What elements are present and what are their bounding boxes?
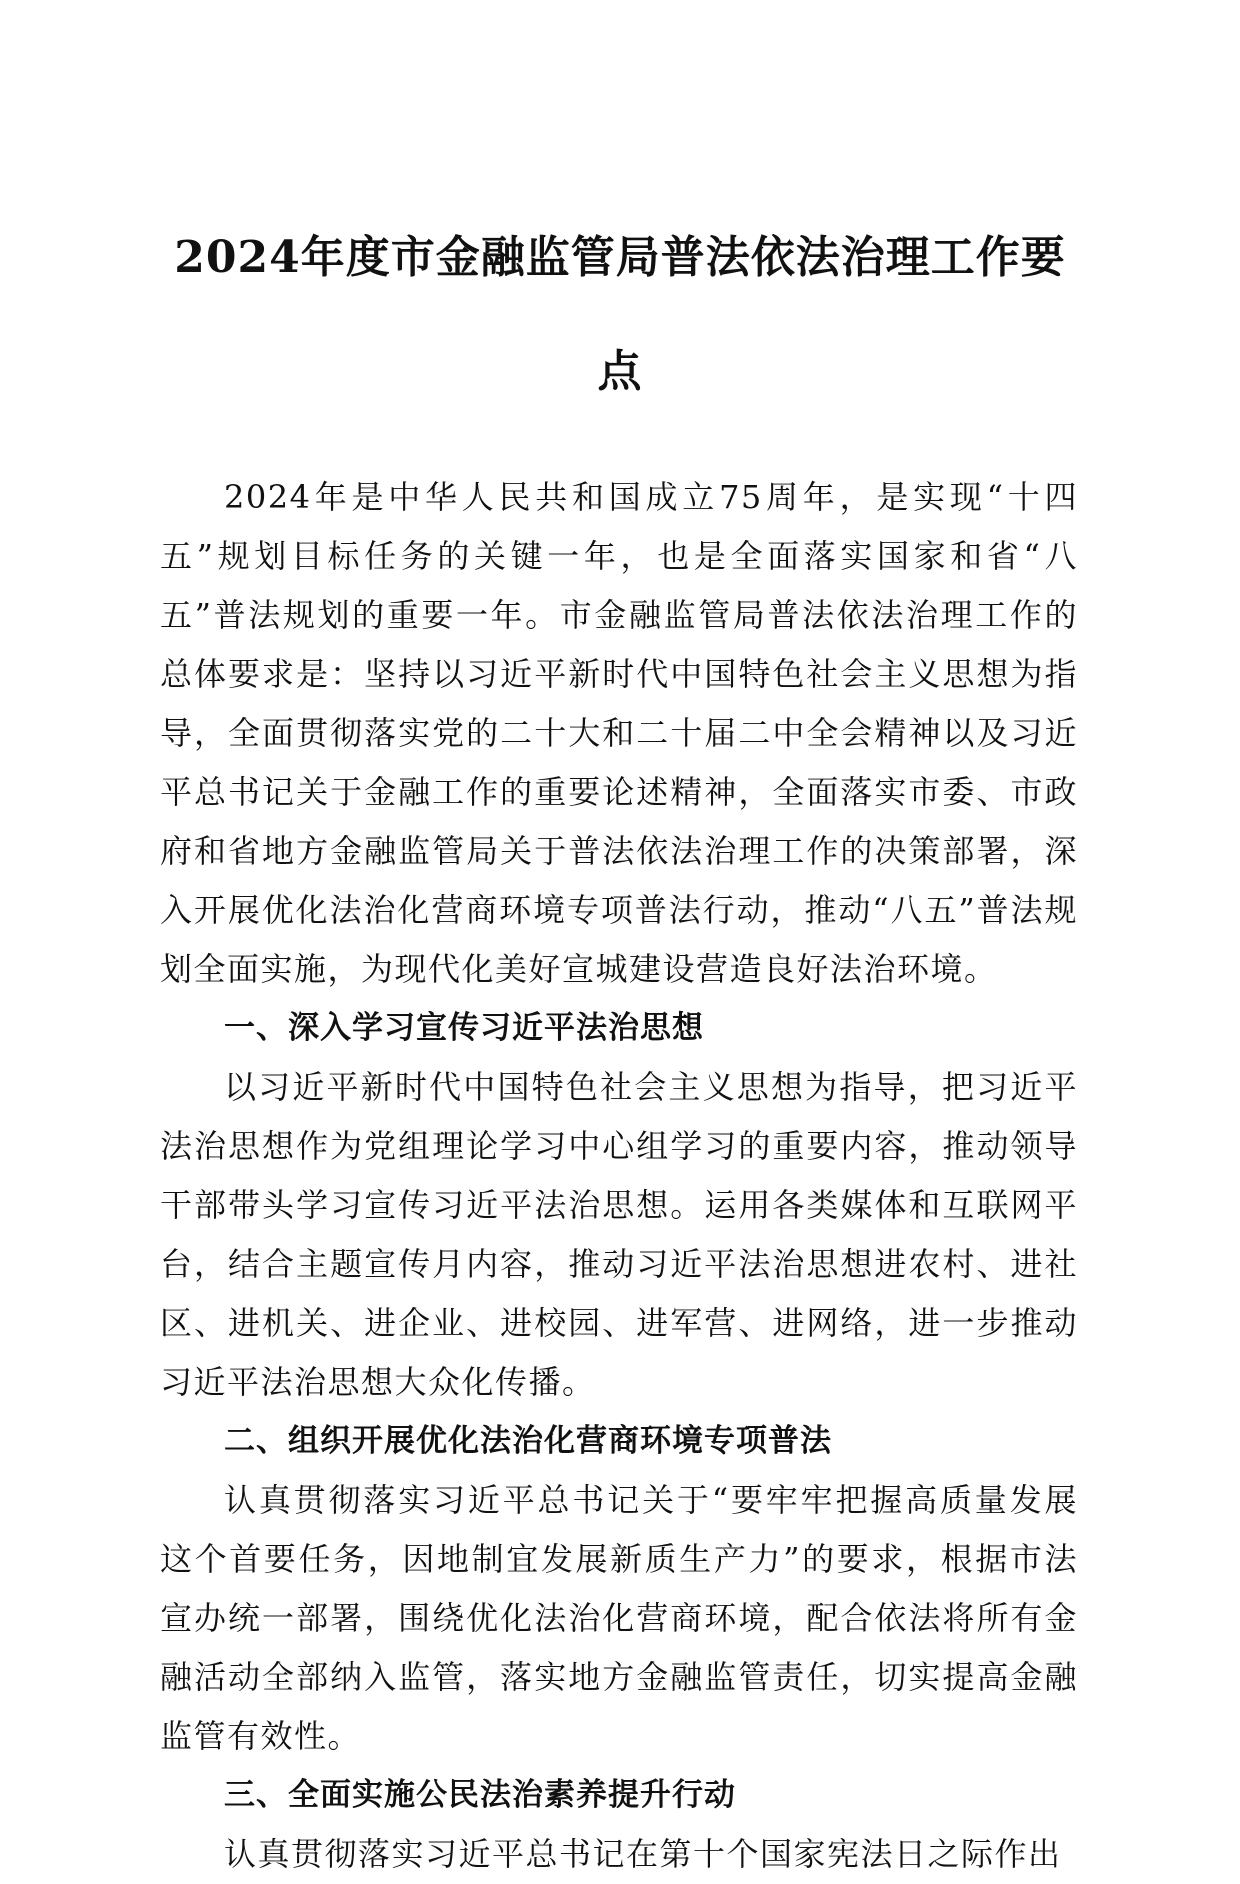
- section-heading-3: 三、全面实施公民法治素养提升行动: [224, 1777, 736, 1813]
- document-title-line-2: 点: [597, 346, 643, 397]
- section-heading-1: 一、深入学习宣传习近平法治思想: [224, 1010, 704, 1046]
- section-heading-2: 二、组织开展优化法治化营商环境专项普法: [224, 1423, 832, 1459]
- section-paragraph-2: 认真贯彻落实习近平总书记关于“要牢牢把握高质量发展这个首要任务，因地制宜发展新质生产力”的要求，根据市法宣办统一部署，围绕优化法治化营商环境，配合依法将所有金融活动全部纳入监管，落实地方金融监管责任，切实提高金融监管有效性。: [160, 1481, 1078, 1755]
- intro-paragraph: 2024年是中华人民共和国成立75周年，是实现“十四五”规划目标任务的关键一年，也是全面落实国家和省“八五”普法规划的重要一年。市金融监管局普法依法治理工作的总体要求是：坚持以习近平新时代中国特色社会主义思想为指导，全面贯彻落实党的二十大和二十届二中全会精神以及习近平总书记关于金融工作的重要论述精神，全面落实市委、市政府和省地方金融监管局关于普法依法治理工作的决策部署，深入开展优化法治化营商环境专项普法行动，推动“八五”普法规划全面实施，为现代化美好宣城建设营造良好法治环境。: [160, 478, 1078, 988]
- document-body: [160, 468, 1078, 1884]
- section-paragraph-3: 认真贯彻落实习近平总书记在第十个国家宪法日之际作出: [224, 1835, 1062, 1873]
- section-paragraph-1: 以习近平新时代中国特色社会主义思想为指导，把习近平法治思想作为党组理论学习中心组学习的重要内容，推动领导干部带头学习宣传习近平法治思想。运用各类媒体和互联网平台，结合主题宣传月内容，推动习近平法治思想进农村、进社区、进机关、进企业、进校园、进军营、进网络，进一步推动习近平法治思想大众化传播。: [160, 1068, 1078, 1401]
- document-title-line-1: 2024年度市金融监管局普法依法治理工作要: [174, 232, 1066, 283]
